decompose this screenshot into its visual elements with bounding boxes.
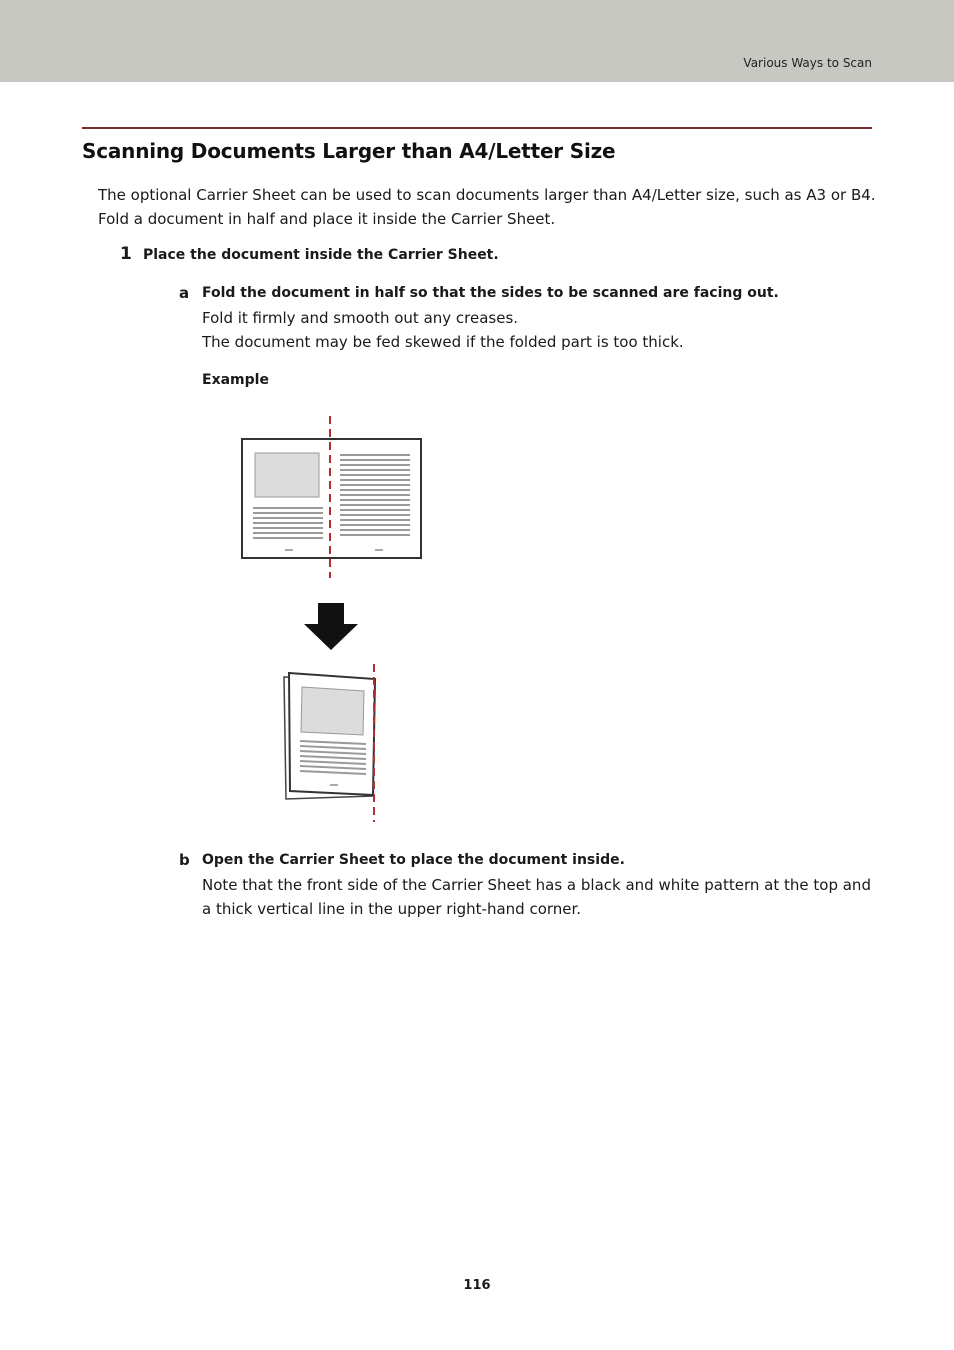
substep-b-body	[202, 873, 882, 921]
step-text: Place the document inside the Carrier Sheet.	[143, 247, 499, 263]
header-title: Various Ways to Scan	[743, 56, 872, 70]
unfolded-document	[242, 439, 421, 558]
substep-b-line: Note that the front side of the Carrier Sheet has a black and white pattern at the top and	[202, 876, 871, 894]
section-title: Scanning Documents Larger than A4/Letter Size	[82, 139, 616, 163]
substep-a-line: Fold it firmly and smooth out any creases.	[202, 309, 519, 327]
substep-a-line: The document may be fed skewed if the folded part is too thick.	[202, 333, 684, 351]
substep-b-title: Open the Carrier Sheet to place the document inside.	[202, 852, 625, 868]
substep-a-letter: a	[179, 284, 190, 302]
substep-a-body	[202, 306, 882, 354]
substep-b-letter: b	[179, 851, 190, 869]
page-number: 116	[463, 1278, 491, 1293]
image-placeholder	[255, 453, 319, 497]
substep-a-title: Fold the document in half so that the sides to be scanned are facing out.	[202, 285, 779, 301]
step-number: 1	[120, 244, 132, 264]
arrow-down-icon	[304, 603, 358, 650]
fold-diagram-svg	[230, 410, 430, 825]
folded-document	[284, 673, 375, 799]
substep-b-line: a thick vertical line in the upper right-hand corner.	[202, 900, 582, 918]
fold-illustration	[230, 410, 430, 825]
intro-paragraph	[98, 183, 878, 231]
example-label: Example	[202, 372, 269, 388]
intro-line: Fold a document in half and place it inside the Carrier Sheet.	[98, 210, 556, 228]
left-text-lines	[253, 508, 323, 538]
intro-line: The optional Carrier Sheet can be used to scan documents larger than A4/Letter size, such as A3 or B4.	[98, 186, 876, 204]
title-rule	[82, 127, 872, 129]
